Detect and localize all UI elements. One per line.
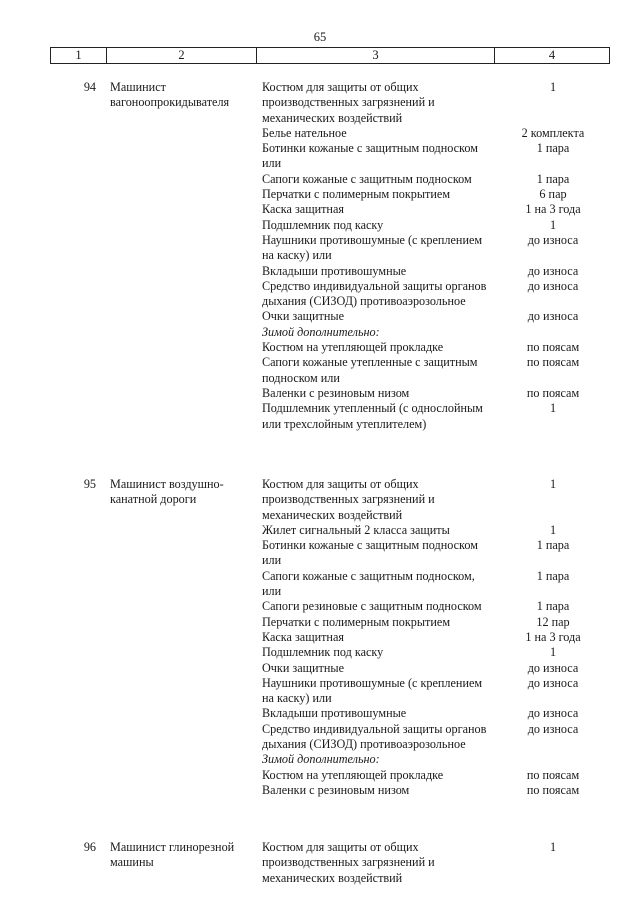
item-name: Сапоги кожаные с защитным подноском, или: [262, 568, 475, 599]
item-quantity: по поясам: [526, 385, 580, 400]
item-quantity: по поясам: [526, 340, 580, 355]
item-quantity: по поясам: [526, 355, 580, 370]
item-quantity: до износа: [527, 706, 579, 721]
column-header-3: 3: [256, 48, 494, 63]
list-item: [262, 309, 610, 324]
list-item: [262, 706, 610, 721]
list-item: [262, 401, 610, 432]
list-item: [262, 340, 610, 355]
list-item: [262, 172, 610, 187]
list-item: [262, 279, 610, 310]
item-name: Костюм для защиты от общих производственных загрязнений и механических воздействий: [262, 477, 435, 522]
list-item: [262, 233, 610, 264]
item-quantity: до износа: [527, 309, 579, 324]
section-note: [262, 752, 610, 767]
item-name: Вкладыши противошумные: [262, 706, 407, 721]
item-name: Наушники противошумные (с креплением на каску) или: [262, 675, 483, 706]
item-name: Подшлемник утепленный (с однослойным или трехслойным утеплителем): [262, 401, 483, 431]
item-quantity: 2 комплекта: [521, 125, 585, 140]
item-name: Белье нательное: [262, 125, 347, 140]
list-item: [262, 630, 610, 645]
item-name: Сапоги резиновые с защитным подноском: [262, 599, 482, 614]
item-quantity: 1: [549, 217, 557, 232]
profession-name: Машинист глинорезной машины: [110, 840, 235, 870]
table-row: [0, 840, 640, 886]
list-item: [262, 202, 610, 217]
item-name: Костюм на утепляющей прокладке: [262, 767, 444, 782]
list-item: [262, 676, 610, 707]
item-name: Каска защитная: [262, 202, 344, 217]
column-header-4: 4: [494, 48, 610, 63]
list-item: [262, 386, 610, 401]
list-item: [262, 126, 610, 141]
list-item: [262, 477, 610, 523]
item-quantity: 1 пара: [536, 568, 570, 583]
item-name: Вкладыши противошумные: [262, 263, 407, 278]
list-item: [262, 599, 610, 614]
item-name: Ботинки кожаные с защитным подноском или: [262, 538, 478, 568]
list-item: [262, 722, 610, 753]
item-name: Зимой дополнительно:: [262, 324, 380, 339]
item-quantity: по поясам: [526, 782, 580, 797]
item-name: Костюм на утепляющей прокладке: [262, 340, 444, 355]
section-note: [262, 325, 610, 340]
list-item: [262, 615, 610, 630]
table-row: [0, 477, 640, 798]
item-name: Ботинки кожаные с защитным подноском или: [262, 141, 478, 171]
item-quantity: до износа: [527, 660, 579, 675]
item-quantity: 1 пара: [536, 141, 570, 156]
profession-name: Машинист воздушно-канатной дороги: [110, 477, 224, 507]
list-item: [262, 187, 610, 202]
item-quantity: 1: [549, 840, 557, 854]
list-item: [262, 661, 610, 676]
list-item: [262, 538, 610, 569]
list-item: [262, 569, 610, 600]
item-name: Очки защитные: [262, 660, 344, 675]
item-quantity: 6 пар: [539, 187, 567, 202]
item-name: Жилет сигнальный 2 класса защиты: [262, 522, 450, 537]
item-name: Валенки с резиновым низом: [262, 385, 410, 400]
item-name: Наушники противошумные (с креплением на каску) или: [262, 232, 483, 263]
item-quantity: 1: [549, 645, 557, 660]
item-name: Подшлемник под каску: [262, 645, 384, 660]
item-quantity: до износа: [527, 675, 579, 690]
item-name: Каска защитная: [262, 629, 344, 644]
list-item: [262, 840, 610, 886]
item-quantity: [496, 325, 610, 340]
item-name: Очки защитные: [262, 309, 344, 324]
item-quantity: до износа: [527, 232, 579, 247]
item-name: Зимой дополнительно:: [262, 752, 380, 767]
item-quantity: до износа: [527, 278, 579, 293]
table-header: [50, 47, 610, 64]
list-item: [262, 355, 610, 386]
item-quantity: 1 на 3 года: [525, 629, 581, 644]
item-name: Перчатки с полимерным покрытием: [262, 187, 451, 202]
item-quantity: 1: [549, 80, 557, 94]
item-name: Средство индивидуальной защиты органов дыхания (СИЗОД) противоаэрозольное: [262, 721, 487, 752]
item-name: Сапоги кожаные утепленные с защитным подноском или: [262, 355, 478, 385]
item-name: Подшлемник под каску: [262, 217, 384, 232]
item-quantity: 1: [549, 522, 557, 537]
equipment-list: [262, 80, 610, 432]
item-quantity: 12 пар: [536, 614, 570, 629]
item-quantity: до износа: [527, 721, 579, 736]
item-quantity: 1 пара: [536, 171, 570, 186]
item-name: Перчатки с полимерным покрытием: [262, 614, 451, 629]
column-header-2: 2: [106, 48, 256, 63]
item-quantity: 1: [549, 401, 557, 416]
list-item: [262, 141, 610, 172]
row-number: 94: [83, 80, 96, 94]
item-name: Сапоги кожаные с защитным подноском: [262, 171, 472, 186]
item-quantity: 1: [549, 477, 557, 491]
item-name: Костюм для защиты от общих производственных загрязнений и механических воздействий: [262, 80, 435, 125]
list-item: [262, 218, 610, 233]
row-number: 96: [83, 840, 96, 854]
item-quantity: 1 пара: [536, 538, 570, 553]
list-item: [262, 264, 610, 279]
item-quantity: [496, 752, 610, 767]
item-name: Валенки с резиновым низом: [262, 782, 410, 797]
page-number: 65: [313, 30, 327, 44]
item-quantity: 1 пара: [536, 599, 570, 614]
table-row: [0, 80, 640, 432]
list-item: [262, 523, 610, 538]
row-number: 95: [83, 477, 96, 491]
list-item: [262, 80, 610, 126]
column-header-1: 1: [50, 48, 106, 63]
item-quantity: 1 на 3 года: [525, 202, 581, 217]
profession-name: Машинист вагоноопрокидывателя: [110, 80, 230, 110]
list-item: [262, 783, 610, 798]
list-item: [262, 768, 610, 783]
item-name: Средство индивидуальной защиты органов дыхания (СИЗОД) противоаэрозольное: [262, 278, 487, 309]
item-quantity: до износа: [527, 263, 579, 278]
list-item: [262, 645, 610, 660]
equipment-list: [262, 840, 610, 886]
item-name: Костюм для защиты от общих производственных загрязнений и механических воздействий: [262, 840, 435, 885]
item-quantity: по поясам: [526, 767, 580, 782]
equipment-list: [262, 477, 610, 798]
